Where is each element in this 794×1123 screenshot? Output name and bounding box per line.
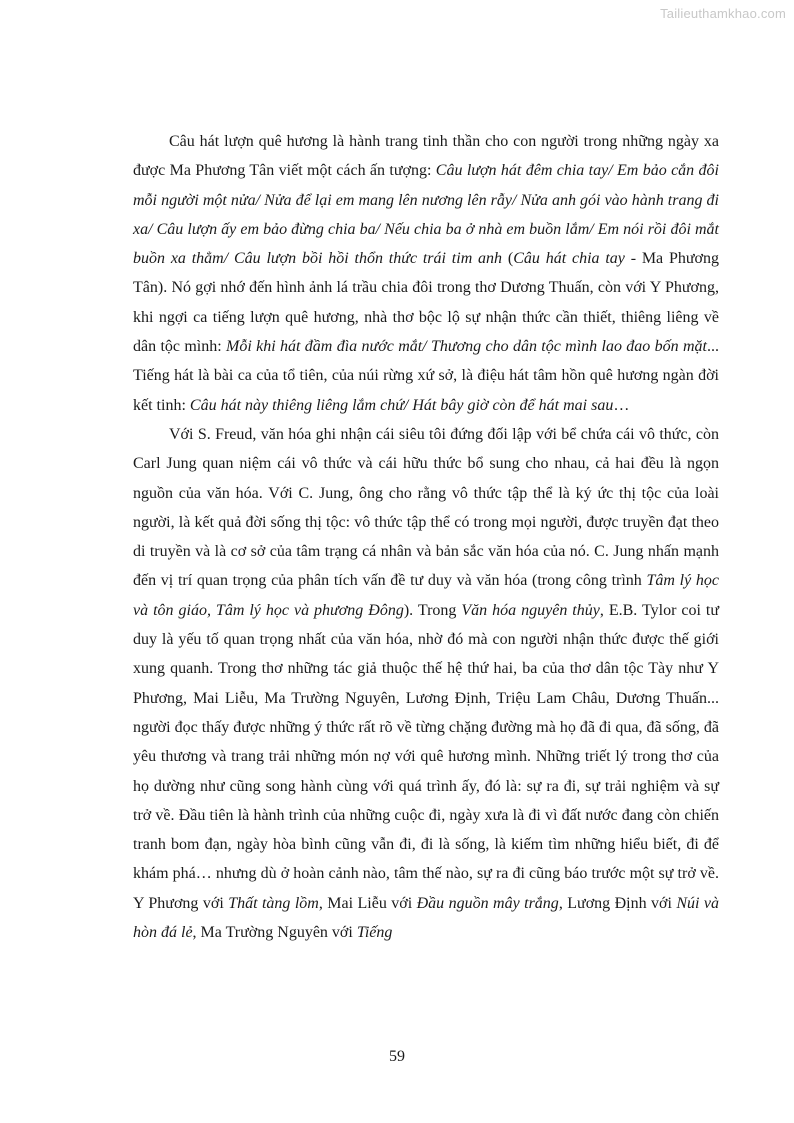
page-number: 59 [389,1048,405,1065]
italic-quote: Tâm lý học và tôn giáo, Tâm lý học và phương Đông [133,572,719,619]
italic-quote: Thất tàng lồm [228,894,319,912]
text-run: Với S. Freud, văn hóa ghi nhận cái siêu tôi đứng đối lập với bể chứa cái vô thức, còn Carl Jung quan niệm cái vô thức và cái hữu thức bổ sung cho nhau, cả hai đều là ngọn nguồn của văn hóa. Với C. Jung, ông cho rằng vô thức tập thể là ký ức thị tộc của loài người, là kết quả đời sống thị tộc: vô thức tập thể có trong mọi người, được truyền đạt theo di truyền và là cơ sở của tâm trạng cá nhân và bản sắc văn hóa của nó. C. Jung nhấn mạnh đến vị trí quan trọng của phân tích vấn đề tư duy và văn hóa (trong công trình [133,425,719,590]
italic-quote: Mỗi khi hát đầm đìa nước mắt/ Thương cho dân tộc mình lao đao bốn mặt [226,338,707,356]
italic-quote: Tiếng [356,924,393,942]
text-run: , Lương Định với [558,894,677,912]
paragraph [133,420,719,947]
text-run: , Ma Trường Nguyên với [192,924,357,942]
italic-quote: Đầu nguồn mây trắng [416,894,559,912]
text-run: - Ma Phương Tân). Nó gợi nhớ đến hình ảnh lá trầu chia đôi trong thơ Dương Thuấn, còn với Y Phương, khi ngợi ca tiếng lượn quê hương, nhà thơ bộc lộ sự nhận thức cần thiết, thiêng liêng về dân tộc mình: [133,250,720,356]
text-run: … [613,396,630,414]
text-run: ... Tiếng hát là bài ca của tổ tiên, của núi rừng xứ sở, là điệu hát tâm hồn quê hương ngàn đời kết tinh: [133,338,719,414]
italic-quote: Câu hát này thiêng liêng lắm chứ/ Hát bây giờ còn để hát mai sau [189,396,614,414]
text-run: ). Trong [403,601,462,619]
text-run: Câu hát lượn quê hương là hành trang tinh thần cho con người trong những ngày xa được Ma Phương Tân viết một cách ấn tượng: [133,133,719,180]
italic-quote: Câu lượn hát đêm chia tay/ Em bảo cắn đôi mỗi người một nửa/ Nửa để lại em mang lên nương lên rẫy/ Nửa anh gói vào hành trang đi xa/ Câu lượn ấy em bảo đừng chia ba/ Nếu chia ba ở nhà em buồn lắm/ Em nói rồi đôi mắt buồn xa thẳm/ Câu lượn bồi hồi thổn thức trái tim anh [133,162,719,268]
italic-quote: Núi và hòn đá lẻ [133,894,720,942]
text-run: , E.B. Tylor coi tư duy là yếu tố quan trọng nhất của văn hóa, nhờ đó mà con người nhận thức được thế giới xung quanh. Trong thơ những tác giả thuộc thế hệ thứ hai, ba của thơ dân tộc Tày như Y Phương, Mai Liễu, Ma Trường Nguyên, Lương Định, Triệu Lam Châu, Dương Thuấn... người đọc thấy được những ý thức rất rõ về từng chặng đường mà họ đã đi qua, đã sống, đã yêu thương và trang trải những món nợ với quê hương mình. Những triết lý trong thơ của họ dường như cũng song hành cùng với quá trình ấy, đó là: sự ra đi, sự trải nghiệm và sự trở về. Đầu tiên là hành trình của những cuộc đi, ngày xưa là đi vì đất nước đang còn chiến tranh bom đạn, ngày hòa bình cũng vẫn đi, đi là sống, là kiếm tìm những hiểu biết, đi để khám phá… nhưng dù ở hoàn cảnh nào, tâm thế nào, sự ra đi cũng báo trước một sự trở về. Y Phương với [133,601,720,912]
watermark-text: Tailieuthamkhao.com [660,6,786,21]
text-run: ( [502,250,514,268]
italic-quote: Câu hát chia tay [513,250,625,268]
paragraph [133,127,719,420]
italic-quote: Văn hóa nguyên thủy [461,601,600,619]
text-run: , Mai Liễu với [318,894,417,912]
body-text [133,127,719,947]
